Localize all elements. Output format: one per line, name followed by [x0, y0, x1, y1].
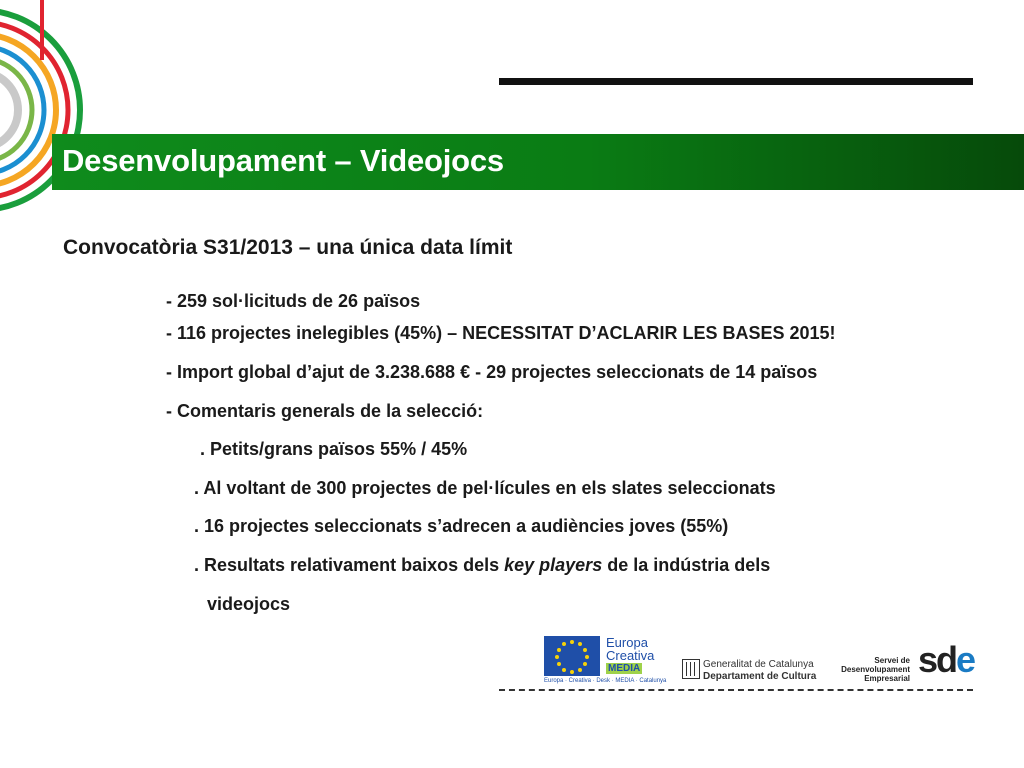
generalitat-name: Generalitat de Catalunya — [703, 659, 814, 670]
bullet-text: . Resultats relativament baixos dels — [194, 555, 505, 575]
bullet-continuation: videojocs — [207, 594, 291, 614]
sde-logo: sde — [918, 639, 975, 680]
bullet-text: de la indústria dels — [602, 555, 771, 575]
slide-subtitle: Convocatòria S31/2013 – una única data límit — [63, 236, 513, 259]
sub-bullet-item: . Al voltant de 300 projectes de pel·lícules en els slates seleccionats — [194, 478, 776, 498]
bullet-item: - 116 projectes inelegibles (45%) – NECESSITAT D’ACLARIR LES BASES 2015! — [166, 323, 836, 343]
title-banner — [52, 134, 1024, 190]
sde-name: Servei de Desenvolupament Empresarial — [841, 656, 910, 683]
department-name: Departament de Cultura — [703, 671, 817, 682]
europa-creativa-small-text: Europa · Creativa · Desk · MEDIA · Catalunya — [544, 678, 667, 684]
bullet-item: - Import global d’ajut de 3.238.688 € - 29 projectes seleccionats de 14 països — [166, 362, 818, 382]
bullet-item: - Comentaris generals de la selecció: — [166, 401, 484, 421]
bullet-emphasis: key players — [504, 555, 603, 575]
sub-bullet-item: . Petits/grans països 55% / 45% — [200, 439, 468, 459]
europa-creativa-logo: Europa Creativa — [606, 635, 655, 663]
eu-flag-icon — [544, 636, 600, 676]
generalitat-emblem-icon — [682, 659, 700, 679]
top-rule — [499, 78, 973, 85]
media-label: MEDIA — [608, 663, 641, 674]
sub-bullet-item — [194, 555, 770, 576]
slide-title: Desenvolupament – Videojocs — [62, 143, 504, 178]
footer-dashed-rule — [499, 689, 973, 691]
bullet-item: - 259 sol·licituds de 26 països — [166, 291, 421, 311]
footer-logos — [540, 634, 980, 684]
sub-bullet-item: . 16 projectes seleccionats s’adrecen a audiències joves (55%) — [194, 516, 729, 536]
decorative-rings — [0, 0, 100, 230]
